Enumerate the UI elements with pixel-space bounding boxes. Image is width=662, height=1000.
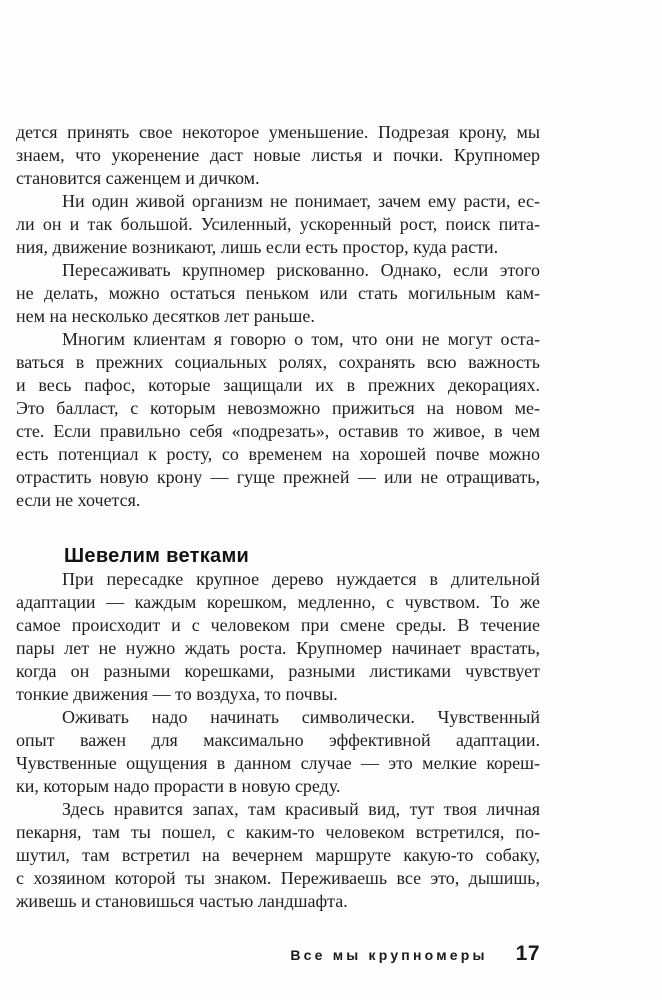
text-line: есть потенциал к росту, со временем на хорошей почве можно xyxy=(16,444,540,464)
text-line: ваться в прежних социальных ролях, сохранять всю важность xyxy=(16,352,540,372)
text-line: шутил, там встретил на вечернем маршруте какую-то собаку, xyxy=(16,845,540,865)
page-footer xyxy=(16,942,540,966)
text-line: нем на несколько десятков лет раньше. xyxy=(16,306,315,326)
text-line: ли он и так большой. Усиленный, ускоренный рост, поиск пита- xyxy=(16,214,540,234)
text-line: ния, движение возникают, лишь если есть простор, куда расти. xyxy=(16,237,499,257)
text-line: пекарня, там ты пошел, с каким-то человеком встретился, по- xyxy=(16,822,540,842)
paragraph xyxy=(16,568,540,706)
paragraph xyxy=(16,798,540,913)
text-line: и весь пафос, которые защищали их в прежних декорациях. xyxy=(16,375,540,395)
text-line: живешь и становишься частью ландшафта. xyxy=(16,891,348,911)
paragraph xyxy=(16,328,540,512)
text-line: отрастить новую крону — гуще прежней — или не отращивать, xyxy=(16,467,540,487)
running-title: Все мы крупномеры xyxy=(290,947,488,963)
text-line: опыт важен для максимально эффективной адаптации. xyxy=(16,730,540,750)
text-line: адаптации — каждым корешком, медленно, с чувством. То же xyxy=(16,592,540,612)
paragraph xyxy=(16,121,540,190)
text-line: тонкие движения — то воздуха, то почвы. xyxy=(16,684,338,704)
text-line: дется принять свое некоторое уменьшение. Подрезая крону, мы xyxy=(16,122,540,142)
text-line: становится саженцем и дичком. xyxy=(16,168,260,188)
text-block xyxy=(16,121,540,913)
text-line: с хозяином которой ты знаком. Переживаешь все это, дышишь, xyxy=(16,868,540,888)
text-line: Пересаживать крупномер рискованно. Однако, если этого xyxy=(62,260,540,280)
text-line: сте. Если правильно себя «подрезать», оставив то живое, в чем xyxy=(16,421,540,441)
text-line: когда он разными корешками, разными листиками чувствует xyxy=(16,661,540,681)
paragraph xyxy=(16,190,540,259)
text-line: ки, которым надо прорасти в новую среду. xyxy=(16,776,341,796)
paragraph xyxy=(16,706,540,798)
text-line: Это балласт, с которым невозможно прижиться на новом ме- xyxy=(16,398,540,418)
text-line: Чувственные ощущения в данном случае — это мелкие кореш- xyxy=(16,753,540,773)
text-line: самое происходит и с человеком при смене среды. В течение xyxy=(16,615,540,635)
text-line: знаем, что укоренение даст новые листья и почки. Крупномер xyxy=(16,145,540,165)
page-number: 17 xyxy=(515,942,540,965)
text-line: При пересадке крупное дерево нуждается в длительной xyxy=(62,569,540,589)
text-line: Многим клиентам я говорю о том, что они не могут оста- xyxy=(62,329,540,349)
text-line: не делать, можно остаться пеньком или стать могильным кам- xyxy=(16,283,540,303)
text-line: Ни один живой организм не понимает, зачем ему расти, ес- xyxy=(62,191,540,211)
text-line: если не хочется. xyxy=(16,490,141,510)
text-line: пары лет не нужно ждать роста. Крупномер начинает врастать, xyxy=(16,638,540,658)
text-line: Оживать надо начинать символически. Чувственный xyxy=(62,707,540,727)
text-line: Здесь нравится запах, там красивый вид, тут твоя личная xyxy=(62,799,540,819)
section-heading: Шевелим ветками xyxy=(64,545,250,567)
paragraph xyxy=(16,259,540,328)
